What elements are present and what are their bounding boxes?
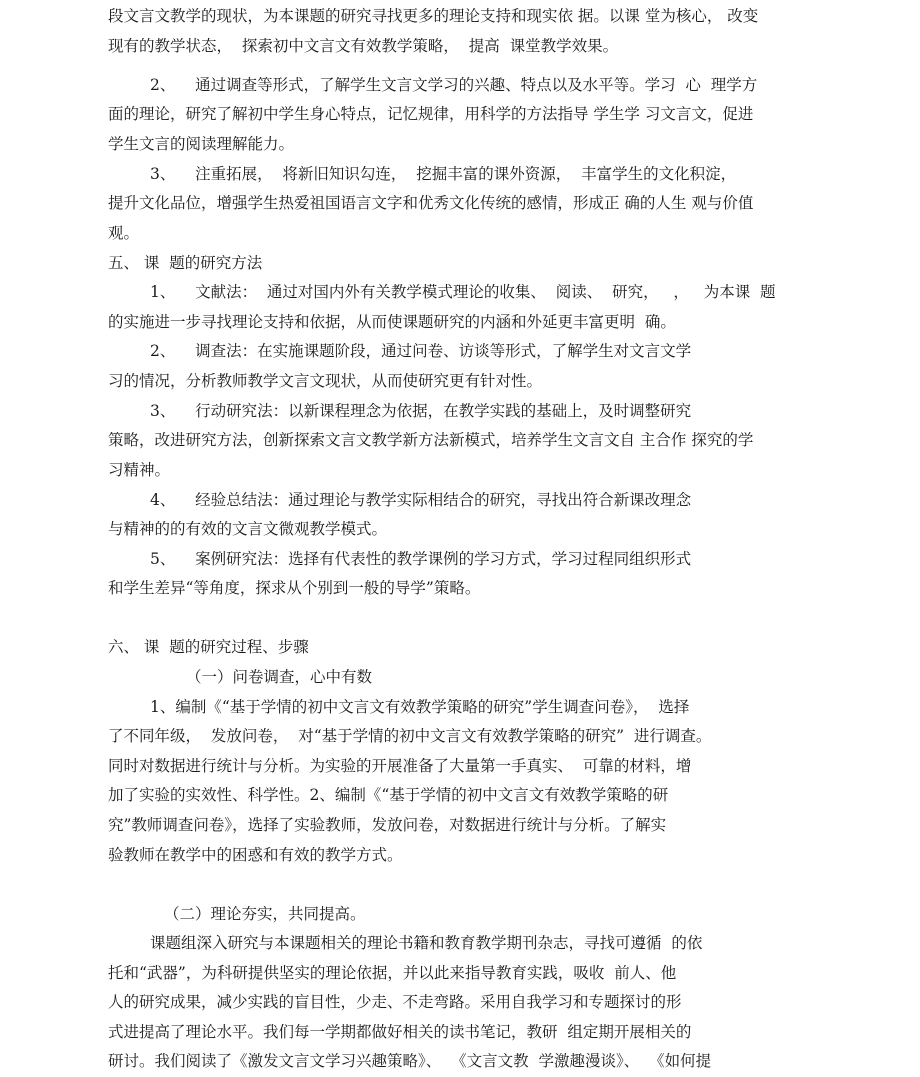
section-heading-5: 五、 课 题的研究方法: [108, 254, 263, 272]
text-line: 同时对数据进行统计与分析。为实验的开展准备了大量第一手真实、 可靠的材料，增: [108, 757, 692, 775]
text-line: 人的研究成果，减少实践的盲目性，少走、不走弯路。采用自我学习和专题探讨的形: [108, 993, 682, 1011]
text-line: 现有的教学状态， 探索初中文言文有效教学策略， 提高 课堂教学效果。: [108, 37, 619, 55]
text-line: 3、 注重拓展， 将新旧知识勾连， 挖掘丰富的课外资源， 丰富学生的文化积淀，: [150, 165, 737, 183]
text-line: 与精神的的有效的文言文微观教学模式。: [108, 520, 388, 538]
text-line: 究”教师调查问卷》，选择了实验教师，发放问卷，对数据进行统计与分析。了解实: [108, 816, 667, 834]
text-line: 了不同年级， 发放问卷， 对“基于学情的初中文言文有效教学策略的研究” 进行调查。: [108, 727, 712, 745]
text-line: 2、 调查法：在实施课题阶段，通过问卷、访谈等形式，了解学生对文言文学: [150, 342, 692, 360]
text-line: 加了实验的实效性、科学性。2、编制《“基于学情的初中文言文有效教学策略的研: [108, 786, 669, 804]
text-line: 和学生差异“等角度，探求从个别到一般的导学”策略。: [108, 579, 481, 597]
text-line: 托和“武器”，为科研提供坚实的理论依据，并以此来指导教育实践，吸收 前人、他: [108, 964, 677, 982]
text-line: 的实施进一步寻找理论支持和依据，从而使课题研究的内涵和外延更丰富更明 确。: [108, 313, 676, 331]
text-line: 4、 经验总结法：通过理论与教学实际相结合的研究，寻找出符合新课改理念: [150, 491, 692, 509]
text-line: 式进提高了理论水平。我们每一学期都做好相关的读书笔记，教研 组定期开展相关的: [108, 1023, 692, 1041]
text-line: 1、编制《“基于学情的初中文言文有效教学策略的研究”学生调查问卷》， 选择: [150, 698, 690, 716]
text-line: 5、 案例研究法：选择有代表性的教学课例的学习方式，学习过程同组织形式: [150, 550, 692, 568]
text-line: 3、 行动研究法：以新课程理念为依据，在教学实践的基础上，及时调整研究: [150, 402, 692, 420]
subsection-heading-1: （一）问卷调查，心中有数: [186, 668, 373, 686]
text-line: 提升文化品位，增强学生热爱祖国语言文字和优秀文化传统的感情，形成正 确的人生 观与价值: [108, 194, 754, 212]
text-line: 习精神。: [108, 461, 171, 479]
text-line: 策略，改进研究方法，创新探索文言文教学新方法新模式，培养学生文言文自 主合作 探究的学: [108, 431, 754, 449]
text-line: 研讨。我们阅读了《激发文言文学习兴趣策略》、 《文言文教 学激趣漫谈》、 《如何提: [108, 1052, 712, 1070]
text-line: 2、 通过调查等形式，了解学生文言文学习的兴趣、特点以及水平等。学习 心 理学方: [150, 76, 758, 94]
text-line: 验教师在教学中的困惑和有效的教学方式。: [108, 846, 403, 864]
text-line: 学生文言的阅读理解能力。: [108, 135, 295, 153]
text-line: 习的情况，分析教师教学文言文现状，从而使研究更有针对性。: [108, 372, 543, 390]
text-line: 观。: [108, 224, 140, 242]
section-heading-6: 六、 课 题的研究过程、步骤: [108, 638, 309, 656]
subsection-heading-2: （二）理论夯实，共同提高。: [164, 905, 366, 923]
text-line: 课题组深入研究与本课题相关的理论书籍和教育教学期刊杂志，寻找可遵循 的依: [150, 934, 703, 952]
text-line: 段文言文教学的现状，为本课题的研究寻找更多的理论支持和现实依 据。以课 堂为核心， 改变: [108, 7, 759, 25]
text-line: 面的理论，研究了解初中学生身心特点，记忆规律，用科学的方法指导 学生学 习文言文，促进: [108, 105, 754, 123]
text-line: 1、 文献法： 通过对国内外有关教学模式理论的收集、 阅读、 研究， ， 为本课 题: [150, 283, 776, 301]
